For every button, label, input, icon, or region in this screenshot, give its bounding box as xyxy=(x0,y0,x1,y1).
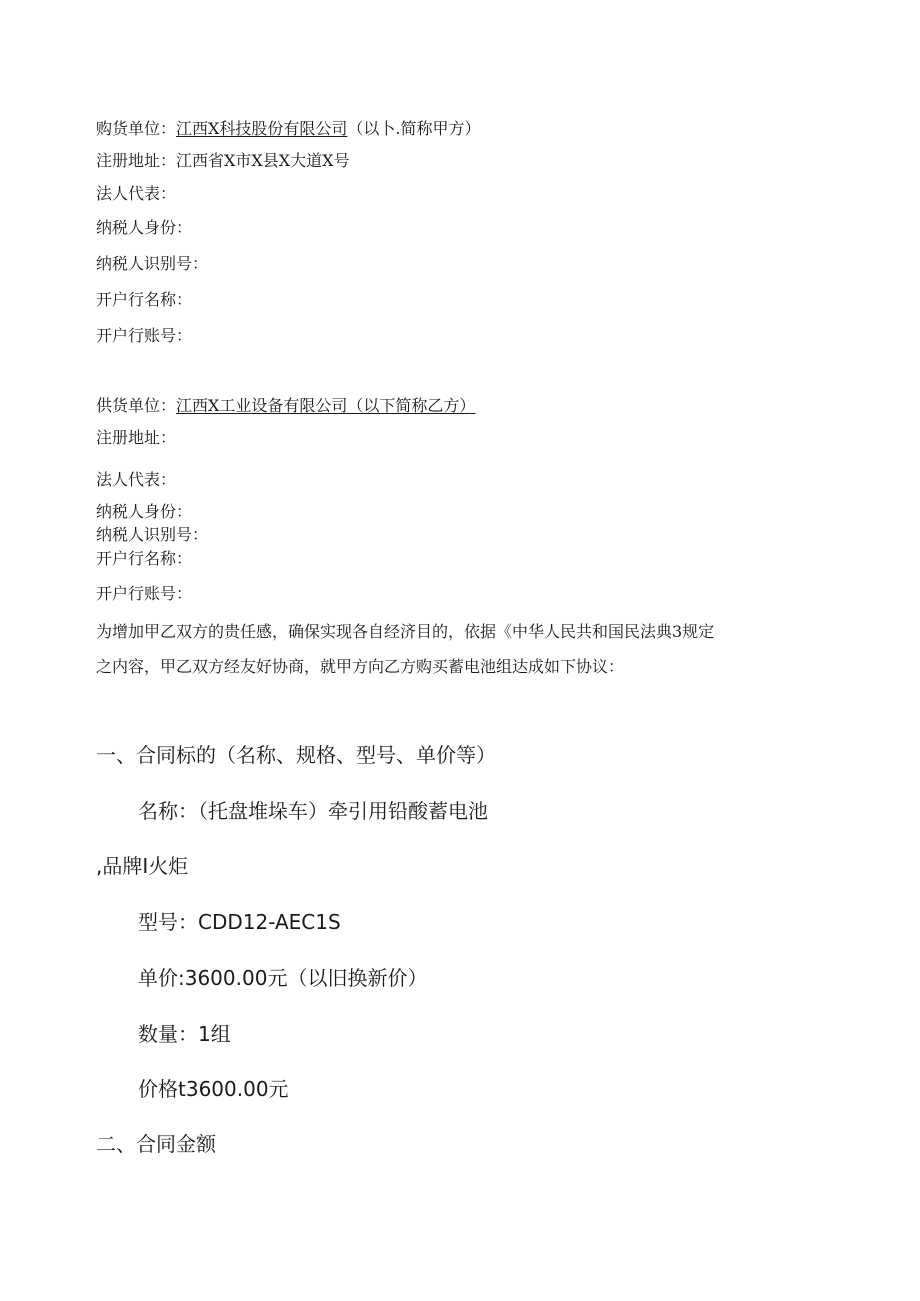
supplier-bank-name: 开户行名称： xyxy=(96,549,193,568)
supplier-bank-account: 开户行账号： xyxy=(96,584,193,603)
buyer-bank-name: 开户行名称： xyxy=(96,290,193,309)
item-unit-price: 单价:3600.00元（以旧换新价） xyxy=(138,966,428,990)
buyer-legal-rep: 法人代表： xyxy=(96,184,177,203)
section1-heading: 一、合同标的（名称、规格、型号、单价等） xyxy=(96,743,496,767)
item-brand: ,品牌I火炬 xyxy=(96,854,189,878)
item-model: 型号：CDD12-AEC1S xyxy=(138,910,341,934)
buyer-taxpayer-id: 纳税人识别号： xyxy=(96,254,209,273)
supplier-unit-line xyxy=(96,395,475,417)
buyer-address: 注册地址：江西省X市X县X大道X号 xyxy=(96,151,350,170)
supplier-taxpayer-status: 纳税人身份： xyxy=(96,502,193,521)
item-price: 价格t3600.00元 xyxy=(138,1077,289,1101)
supplier-unit-label: 供货单位： xyxy=(96,396,177,415)
supplier-legal-rep: 法人代表： xyxy=(96,470,177,489)
supplier-address: 注册地址： xyxy=(96,428,177,447)
intro-line-1: 为增加甲乙双方的贵任感，确保实现各自经济目的，依据《中华人民共和国民法典3规定 xyxy=(96,622,715,641)
buyer-taxpayer-status: 纳税人身份： xyxy=(96,218,193,237)
supplier-taxpayer-id: 纳税人识别号： xyxy=(96,525,209,544)
buyer-bank-account: 开户行账号： xyxy=(96,326,193,345)
section2-heading: 二、合同金额 xyxy=(96,1132,216,1156)
buyer-unit-note: （以卜.简称甲方） xyxy=(347,119,481,138)
buyer-unit-line xyxy=(96,118,481,140)
buyer-unit-label: 购货单位： xyxy=(96,119,177,138)
intro-line-2: 之内容，甲乙双方经友好协商，就甲方向乙方购买蓄电池组达成如下协议： xyxy=(96,657,625,676)
buyer-unit-name: 江西X科技股份有限公司 xyxy=(176,119,348,138)
item-quantity: 数量：1组 xyxy=(138,1022,231,1046)
item-name: 名称：（托盘堆垛车）牵引用铅酸蓄电池 xyxy=(138,799,488,823)
supplier-unit-name: 江西X工业设备有限公司（以下简称乙方） xyxy=(176,396,476,415)
